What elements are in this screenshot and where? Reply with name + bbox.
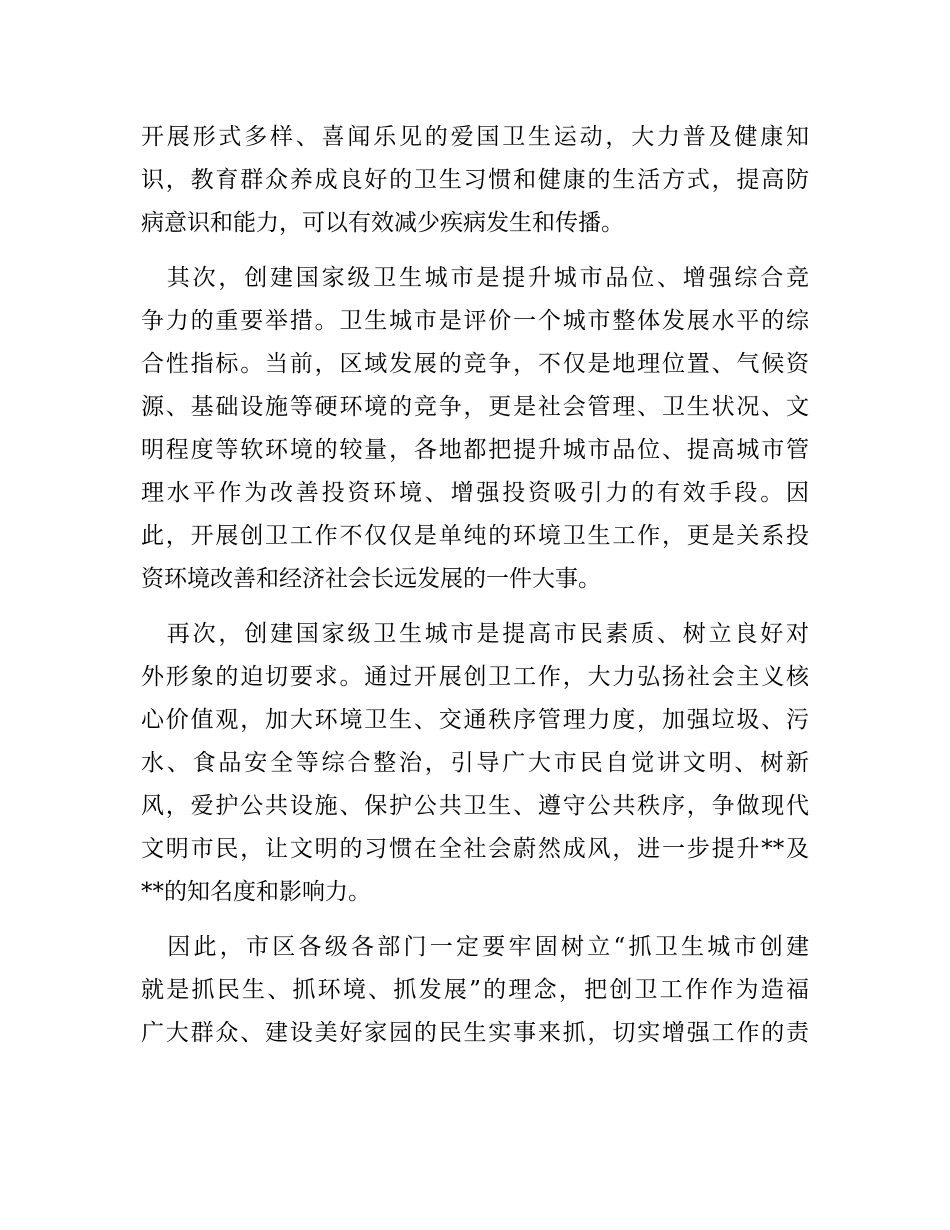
text-line: 心价值观，加大环境卫生、交通秩序管理力度，加强垃圾、污 <box>141 707 809 733</box>
text-line: 合性指标。当前，区域发展的竞争，不仅是地理位置、气候资 <box>141 351 809 377</box>
text-line: **的知名度和影响力。 <box>141 879 371 905</box>
paragraph-1 <box>141 116 809 245</box>
text-line: 因此，市区各级各部门一定要牢固树立“抓卫生城市创建 <box>141 934 809 960</box>
paragraph-3 <box>141 613 809 914</box>
text-line: 文明市民，让文明的习惯在全社会蔚然成风，进一步提升**及 <box>141 836 809 862</box>
paragraph-4 <box>141 926 809 1055</box>
text-line: 理水平作为改善投资环境、增强投资吸引力的有效手段。因 <box>141 480 809 506</box>
text-line: 风，爱护公共设施、保护公共卫生、遵守公共秩序，争做现代 <box>141 793 809 819</box>
paragraph-2 <box>141 257 809 601</box>
text-line: 其次，创建国家级卫生城市是提升城市品位、增强综合竞 <box>141 265 809 291</box>
text-line: 明程度等软环境的较量，各地都把提升城市品位、提高城市管 <box>141 437 809 463</box>
text-line: 争力的重要举措。卫生城市是评价一个城市整体发展水平的综 <box>141 308 809 334</box>
text-line: 再次，创建国家级卫生城市是提高市民素质、树立良好对 <box>141 621 809 647</box>
text-line: 广大群众、建设美好家园的民生实事来抓，切实增强工作的责 <box>141 1020 809 1046</box>
text-line: 资环境改善和经济社会长远发展的一件大事。 <box>141 566 601 592</box>
text-line: 外形象的迫切要求。通过开展创卫工作，大力弘扬社会主义核 <box>141 664 809 690</box>
paragraph-gap <box>141 914 809 926</box>
text-line: 水、食品安全等综合整治，引导广大市民自觉讲文明、树新 <box>141 750 809 776</box>
paragraph-gap <box>141 601 809 613</box>
text-line: 病意识和能力，可以有效减少疾病发生和传播。 <box>141 210 624 236</box>
text-line: 源、基础设施等硬环境的竞争，更是社会管理、卫生状况、文 <box>141 394 809 420</box>
text-line: 就是抓民生、抓环境、抓发展”的理念，把创卫工作作为造福 <box>141 977 809 1003</box>
text-line: 识，教育群众养成良好的卫生习惯和健康的生活方式，提高防 <box>141 167 809 193</box>
text-line: 开展形式多样、喜闻乐见的爱国卫生运动，大力普及健康知 <box>141 124 809 150</box>
text-line: 此，开展创卫工作不仅仅是单纯的环境卫生工作，更是关系投 <box>141 523 809 549</box>
paragraph-gap <box>141 245 809 257</box>
document-body <box>141 116 809 1055</box>
